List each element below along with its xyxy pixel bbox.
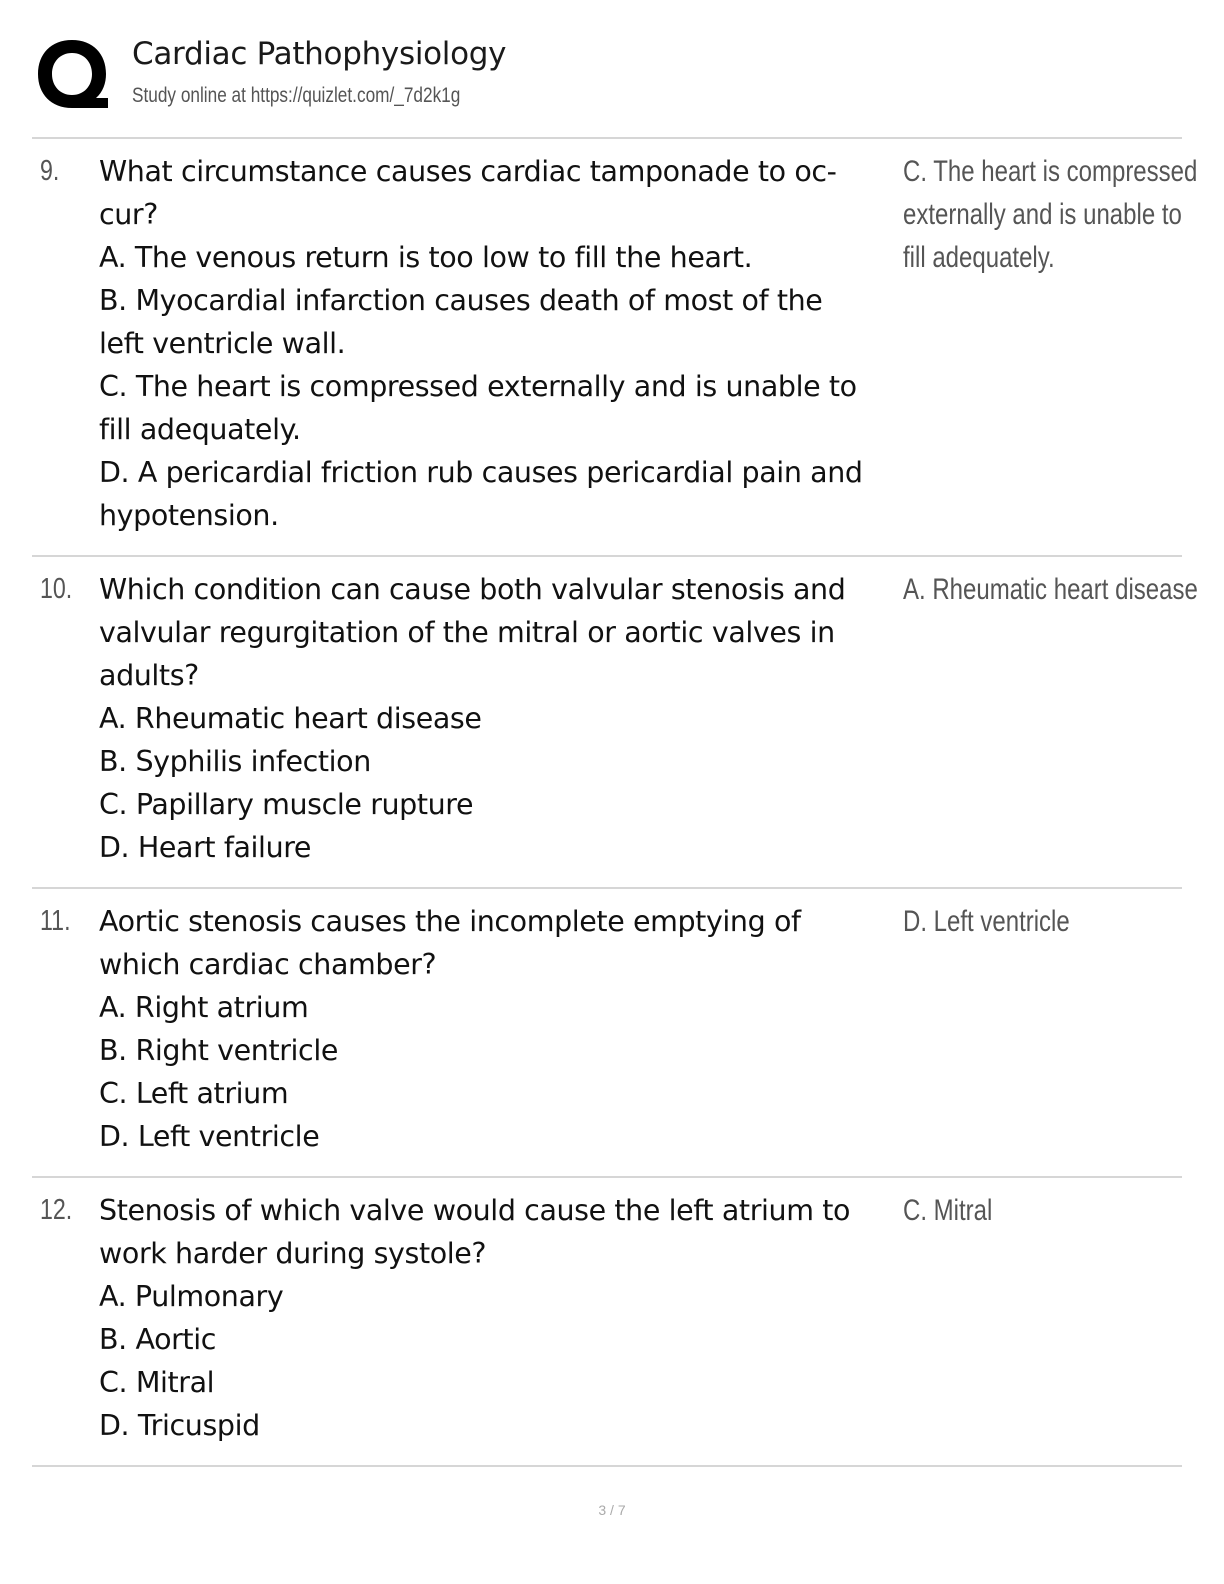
answer-text <box>903 1189 1143 1232</box>
option-a: A. Right atrium <box>99 991 309 1024</box>
question-line: valvular regurgitation of the mitral or aortic valves in <box>99 616 835 649</box>
answer-line: C. Mitral <box>903 1194 993 1227</box>
question-text <box>99 568 899 869</box>
question-line: Which condition can cause both valvular stenosis and <box>99 573 846 606</box>
question-text <box>99 1189 899 1447</box>
card-number: 10. <box>40 573 73 605</box>
option-d: D. A pericardial friction rub causes pericardial pain and <box>99 456 863 489</box>
quizlet-q-icon <box>34 36 110 112</box>
option-a: A. Pulmonary <box>99 1280 284 1313</box>
answer-line: fill adequately. <box>903 241 1055 274</box>
option-b: B. Aortic <box>99 1323 216 1356</box>
divider <box>32 1176 1182 1178</box>
question-line: which cardiac chamber? <box>99 948 437 981</box>
page-title: Cardiac Pathophysiology <box>132 36 507 72</box>
option-c: C. The heart is compressed externally and is unable to <box>99 370 857 403</box>
option-b: B. Myocardial infarction causes death of most of the <box>99 284 823 317</box>
answer-line: A. Rheumatic heart disease <box>903 573 1198 606</box>
answer-line: C. The heart is compressed <box>903 155 1198 188</box>
question-text <box>99 900 899 1158</box>
divider <box>32 1465 1182 1467</box>
card-number: 11. <box>40 905 71 937</box>
option-c: C. Mitral <box>99 1366 215 1399</box>
option-b: B. Syphilis infection <box>99 745 371 778</box>
option-b: B. Right ventricle <box>99 1034 338 1067</box>
divider <box>32 887 1182 889</box>
answer-line: D. Left ventricle <box>903 905 1070 938</box>
study-link[interactable]: Study online at https://quizlet.com/_7d2k1g <box>132 84 461 107</box>
option-c: C. Left atrium <box>99 1077 289 1110</box>
option-d-cont: hypotension. <box>99 499 279 532</box>
question-line: Aortic stenosis causes the incomplete emptying of <box>99 905 801 938</box>
question-line: adults? <box>99 659 199 692</box>
answer-line: externally and is unable to <box>903 198 1182 231</box>
question-line: What circumstance causes cardiac tamponade to oc- <box>99 155 837 188</box>
answer-text <box>903 150 1198 279</box>
page-number: 3 / 7 <box>598 1502 626 1518</box>
card-number: 9. <box>40 155 60 187</box>
question-line: work harder during systole? <box>99 1237 487 1270</box>
option-c: C. Papillary muscle rupture <box>99 788 474 821</box>
option-a: A. Rheumatic heart disease <box>99 702 482 735</box>
option-a: A. The venous return is too low to fill the heart. <box>99 241 753 274</box>
option-d: D. Tricuspid <box>99 1409 260 1442</box>
question-line: Stenosis of which valve would cause the left atrium to <box>99 1194 851 1227</box>
divider <box>32 555 1182 557</box>
question-text <box>99 150 899 537</box>
card-number: 12. <box>40 1194 73 1226</box>
answer-text <box>903 568 1198 611</box>
divider <box>32 137 1182 139</box>
option-b-cont: left ventricle wall. <box>99 327 346 360</box>
option-d: D. Left ventricle <box>99 1120 320 1153</box>
option-d: D. Heart failure <box>99 831 312 864</box>
option-c-cont: fill adequately. <box>99 413 301 446</box>
page-header <box>32 32 1182 116</box>
answer-text <box>903 900 1143 943</box>
question-line: cur? <box>99 198 158 231</box>
